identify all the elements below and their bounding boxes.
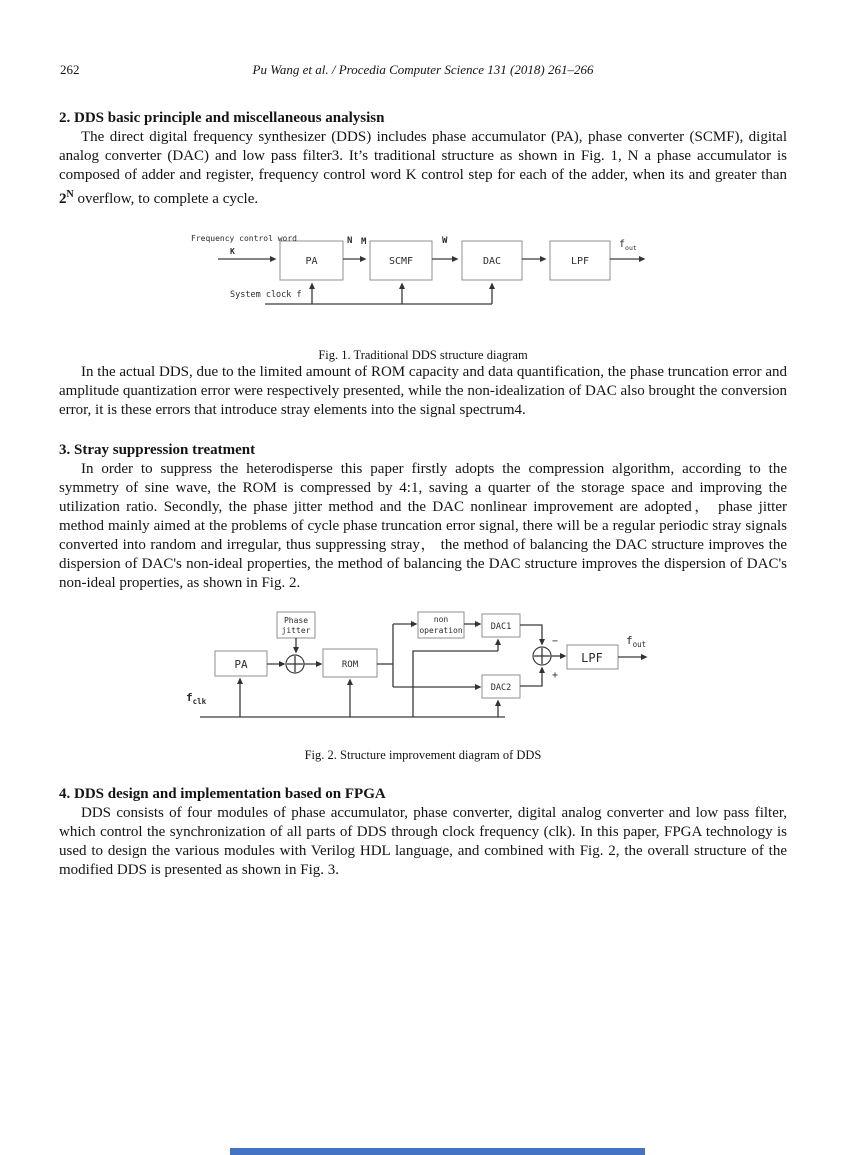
- fig2-non-operation-label-line2: operation: [419, 626, 463, 635]
- fig2-minus-label: −: [552, 636, 559, 647]
- fig1-lpf-label: LPF: [570, 256, 590, 267]
- fig2-caption: Fig. 2. Structure improvement diagram of DDS: [304, 748, 542, 762]
- fig2-plus-label: +: [552, 670, 559, 681]
- fig2-rom-label: ROM: [341, 660, 359, 670]
- fig1-fout-label: $f_{out}$: [619, 239, 637, 252]
- fig2-pa-label: PA: [234, 658, 248, 671]
- figure-2: [150, 604, 787, 731]
- fig1-n-label: N: [347, 236, 353, 246]
- section-4-heading: 4. DDS design and implementation based on FPGA: [59, 786, 386, 802]
- paragraph-dds-intro-text: The direct digital frequency synthesizer (DDS) includes phase accumulator (PA), phase converter (SCMF), digital analog converter (DAC) and low pass filter3. It’s traditional structure as shown in Fig. 1, N a phase accumulator is composed of adder and register, frequency control word K control step for each of the adder, when its and greater than: [59, 129, 787, 183]
- fig1-dac-label: DAC: [482, 256, 502, 267]
- paragraph-actual-dds: In the actual DDS, due to the limited amount of ROM capacity and data quantification, the phase truncation error and amplitude quantization error were respectively presented, while the non-idealization of DAC also brought the conversion error, it is these errors that introduce stray elements into the signal spectrum4.: [59, 364, 787, 418]
- fig1-scmf-label: SCMF: [388, 256, 414, 267]
- page-content: [59, 62, 787, 880]
- paragraph-fpga-design: DDS consists of four modules of phase accumulator, phase converter, digital analog converter and low pass filter, which control the synchronization of all parts of DDS through clock frequency (clk). In this paper, FPGA technology is used to design the various modules with Verilog HDL language, and combined with Fig. 2, the overall structure of the modified DDS is presented as shown in Fig. 3.: [59, 805, 787, 878]
- fig1-diagram: [188, 231, 658, 316]
- formula-two-power-n: $2^N$: [59, 189, 74, 207]
- figure-1: [188, 231, 787, 321]
- fig1-w-label: W: [442, 236, 448, 246]
- fig1-k-label: K: [230, 247, 235, 256]
- paragraph-dds-intro: The direct digital frequency synthesizer (DDS) includes phase accumulator (PA), phase converter (SCMF), digital analog converter (DAC) and low pass filter3. It’s traditional structure as shown in Fig. 1, N a phase accumulator is composed of adder and register, frequency control word K control step for each of the adder, when its and greater than $2^N$ overflow, to complete a cycle.: [59, 129, 787, 207]
- section-2-heading: 2. DDS basic principle and miscellaneous analysisn: [59, 110, 385, 126]
- fig2-lpf-label: LPF: [581, 651, 603, 665]
- fig1-caption: Fig. 1. Traditional DDS structure diagram: [318, 348, 528, 362]
- bottom-accent-bar: [230, 1148, 645, 1155]
- fig1-freq-word-label: Frequency control word: [191, 234, 297, 243]
- fig2-dac1-label: DAC1: [490, 622, 512, 632]
- page-number: 262: [60, 62, 80, 77]
- running-title: Pu Wang et al. / Procedia Computer Science 131 (2018) 261–266: [252, 62, 594, 77]
- fig2-fout-label: $f_{out}$: [626, 634, 647, 649]
- fig1-m-label: M: [361, 237, 367, 247]
- running-header: [59, 62, 787, 79]
- fig2-fclk-label: $f_{clk}$: [186, 691, 207, 706]
- fig2-phase-jitter-label-line1: Phase: [283, 616, 309, 625]
- fig2-non-operation-label-line1: non: [433, 615, 449, 624]
- section-3-heading: 3. Stray suppression treatment: [59, 442, 256, 458]
- paragraph-stray-suppression: In order to suppress the heterodisperse this paper firstly adopts the compression algorithm, according to the symmetry of sine wave, the ROM is compressed by 4:1, saving a quarter of the storage space and improving the utilization ratio. Secondly, the phase jitter method and the DAC nonlinear improvement are adopted， phase jitter method mainly aimed at the problems of cycle phase truncation error signal, there will be a regular periodic stray signals converted into random and irregular, thus suppressing stray， the method of balancing the DAC structure improves the dispersion of DAC's non-ideal properties, the method of balancing the DAC structure improves the dispersion of DAC's non-ideal properties, as shown in Fig. 2.: [59, 461, 787, 591]
- fig2-dac2-label: DAC2: [490, 683, 512, 693]
- fig2-phase-jitter-label-line2: jitter: [281, 626, 311, 635]
- fig2-diagram: [150, 604, 670, 726]
- fig1-pa-label: PA: [305, 256, 318, 267]
- fig1-system-clock-label: System clock f: [230, 290, 302, 300]
